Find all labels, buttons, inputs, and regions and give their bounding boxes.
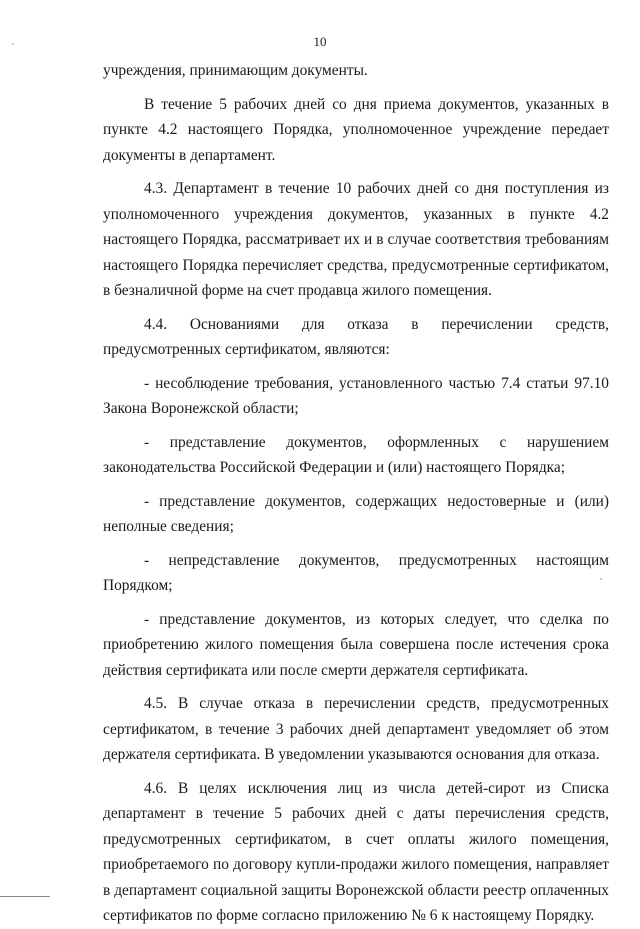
list-item-nonsubmission: - непредставление документов, предусмотренных настоящим Порядком; xyxy=(103,551,609,594)
document-body xyxy=(103,58,609,929)
list-item-noncompliance: - несоблюдение требования, установленного частью 7.4 статьи 97.10 Закона Воронежской области; xyxy=(103,374,609,417)
paragraph-transfer-documents: В течение 5 рабочих дней со дня приема документов, указанных в пункте 4.2 настоящего Порядка, уполномоченное учреждение передает документы в департамент. xyxy=(103,95,609,164)
paragraph-4-5: 4.5. В случае отказа в перечислении средств, предусмотренных сертификатом, в течение 3 рабочих дней департамент уведомляет об этом держателя сертификата. В уведомлении указываются основания для отказа. xyxy=(103,695,609,763)
list-item-false-info: - представление документов, содержащих недостоверные и (или) неполные сведения; xyxy=(103,492,609,535)
list-item-expired: - представление документов, из которых следует, что сделка по приобретению жилого помещения была совершена после истечения срока действия сертификата или после смерти держателя сертификата. xyxy=(103,610,609,679)
scan-speck xyxy=(600,578,602,580)
paragraph-4-4: 4.4. Основаниями для отказа в перечислении средств, предусмотренных сертификатом, являются: xyxy=(103,315,609,358)
page-number: 10 xyxy=(313,34,327,49)
paragraph-4-6: 4.6. В целях исключения лиц из числа детей-сирот из Списка департамент в течение 5 рабочих дней с даты перечисления средств, предусмотренных сертификатом, в счет оплаты жилого помещения, приобретаемого по договору купли-продажи жилого помещения, направляет в департамент социальной защиты Воронежской области реестр оплаченных сертификатов по форме согласно приложению № 6 к настоящему Порядку. xyxy=(103,779,609,924)
paragraph-4-3: 4.3. Департамент в течение 10 рабочих дней со дня поступления из уполномоченного учреждения документов, указанных в пункте 4.2 настоящего Порядка, рассматривает их и в случае соответствия требованиям настоящего Порядка перечисляет средства, предусмотренные сертификатом, в безналичной форме на счет продавца жилого помещения. xyxy=(103,180,609,299)
list-item-violation: - представление документов, оформленных с нарушением законодательства Российской Федерации и (или) настоящего Порядка; xyxy=(103,433,609,476)
paragraph-continuation: учреждения, принимающим документы. xyxy=(103,62,368,79)
scan-edge-line xyxy=(0,896,50,897)
scan-speck xyxy=(12,43,14,45)
